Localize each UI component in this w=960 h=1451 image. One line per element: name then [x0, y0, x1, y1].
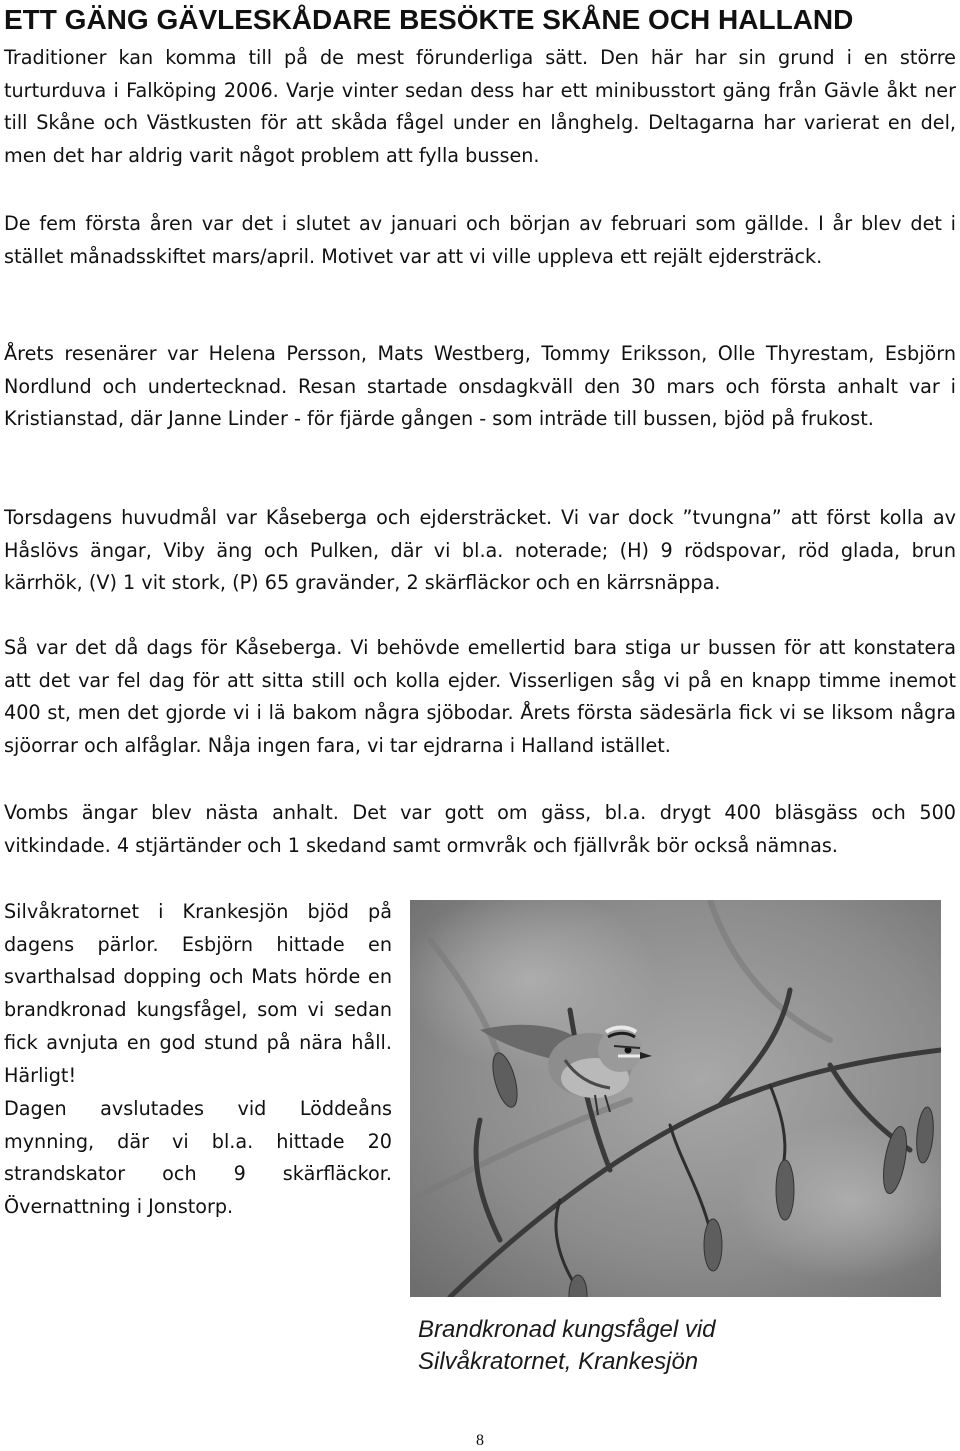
paragraph-thursday: Torsdagens huvudmål var Kåseberga och ejdersträcket. Vi var dock ”tvungna” att först kolla av Håslövs ängar, Viby äng och Pulken, där vi bl.a. noterade; (H) 9 rödspovar, röd glada, brun kärrhök, (V) 1 vit stork, (P) 65 gravänder, 2 skärfläckor och en kärrsnäppa.: [4, 506, 956, 595]
paragraph-loddean: Dagen avslutades vid Löddeåns mynning, där vi bl.a. hittade 20 strandskator och 9 skärfläckor. Övernattning i Jonstorp.: [4, 1097, 392, 1219]
paragraph-participants: Årets resenärer var Helena Persson, Mats Westberg, Tommy Eriksson, Olle Thyrestam, Esbjörn Nordlund och undertecknad. Resan startade onsdagkväll den 30 mars och första anhalt var i Kristianstad, där Janne Linder - för fjärde gången - som inträde till bussen, bjöd på frukost.: [4, 342, 956, 431]
article-title: ETT GÄNG GÄVLESKÅDARE BESÖKTE SKÅNE OCH HALLAND: [4, 4, 854, 35]
paragraph-intro: Traditioner kan komma till på de mest förunderliga sätt. Den här har sin grund i en större turturduva i Falköping 2006. Varje vinter sedan dess har ett minibusstort gäng från Gävle åkt ner till Skåne och Västkusten för att skåda fågel under en långhelg. Deltagarna har varierat en del, men det har aldrig varit något problem att fylla bussen.: [4, 46, 956, 168]
paragraph-kaseberga: Så var det då dags för Kåseberga. Vi behövde emellertid bara stiga ur bussen för att konstatera att det var fel dag för att sitta still och kolla ejder. Visserligen såg vi på en knapp timme inemot 400 st, men det gjorde vi i lä bakom några sjöbodar. Årets första sädesärla fick vi se liksom några sjöorrar och alfåglar. Nåja ingen fara, vi tar ejdrarna i Halland istället.: [4, 636, 956, 758]
page-number: 8: [476, 1432, 484, 1449]
paragraph-schedule: De fem första åren var det i slutet av januari och början av februari som gällde. I år blev det i stället månadsskiftet mars/april. Motivet var att vi ville uppleva ett rejält ejdersträck.: [4, 212, 956, 268]
firecrest-photo-illustration: [410, 900, 941, 1297]
bird-photo: [410, 900, 941, 1297]
paragraph-silvakra: Silvåkratornet i Krankesjön bjöd på dagens pärlor. Esbjörn hittade en svarthalsad dopping och Mats hörde en brandkronad kungsfågel, som vi sedan fick avnjuta en god stund på nära håll. Härligt!: [4, 900, 392, 1087]
paragraph-vomb: Vombs ängar blev nästa anhalt. Det var gott om gäss, bl.a. drygt 400 bläsgäss och 500 vitkindade. 4 stjärtänder och 1 skedand samt ormvråk och fjällvråk bör också nämnas.: [4, 801, 956, 857]
photo-caption: Brandkronad kungsfågel vid Silvåkratornet, Krankesjön: [418, 1316, 716, 1375]
